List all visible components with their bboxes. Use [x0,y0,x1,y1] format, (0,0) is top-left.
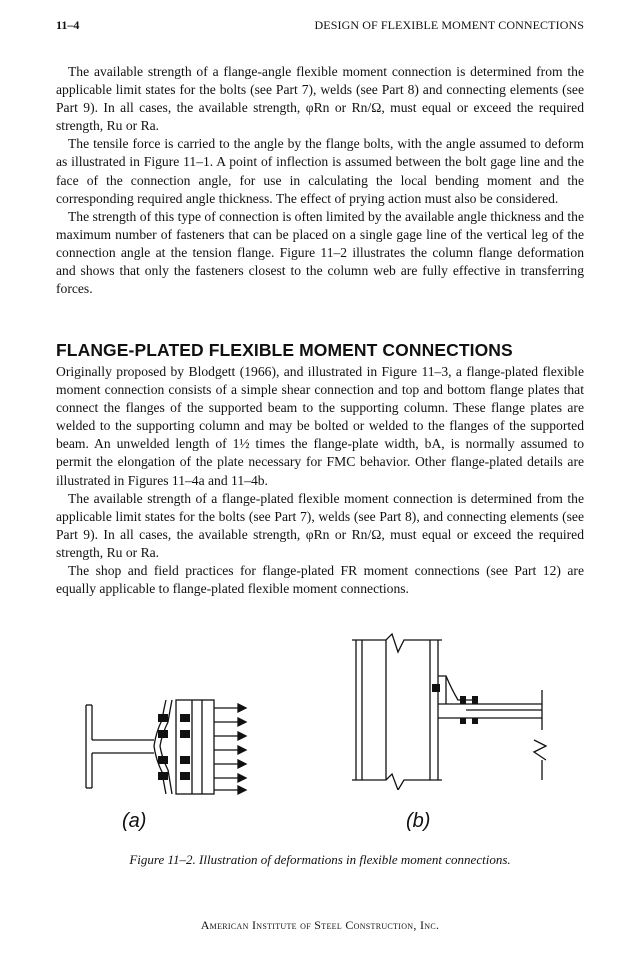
paragraph: The available strength of a flange-plated flexible moment connection is determined from the applicable limit states for the bolts (see Part 7), welds (see Part 8), and connecting elements (see Part 9). In all cases, the available strength, φRn or Rn/Ω, must equal or exceed the required strength, Ru or Ra. [56,490,584,560]
figure-a-drawing [80,670,250,830]
figure-label-b: (b) [406,810,431,832]
running-title: DESIGN OF FLEXIBLE MOMENT CONNECTIONS [314,18,584,32]
figure-11-2 [56,630,584,850]
section-flange-angle-text [56,63,584,298]
paragraph: The strength of this type of connection is often limited by the available angle thickness and the maximum number of fasteners that can be placed on a single gage line of the vertical leg of the connection angle at the tension flange. Figure 11–2 illustrates the column flange deformation and shows that only the fasteners closest to the column web are fully effective in transferring forces. [56,208,584,297]
page-footer: American Institute of Steel Construction, Inc. [200,918,440,932]
page-header [56,18,584,34]
paragraph: The shop and field practices for flange-plated FR moment connections (see Part 12) are equally applicable to flange-plated flexible moment connections. [56,563,584,597]
paragraph: The tensile force is carried to the angle by the flange bolts, with the angle assumed to deform as illustrated in Figure 11–1. A point of inflection is assumed between the bolt gage line and the face of the connection angle, for use in calculating the local bending moment and the corresponding required angle thickness. The effect of prying action must also be considered. [56,136,584,206]
section-heading: FLANGE-PLATED FLEXIBLE MOMENT CONNECTIONS [56,340,513,360]
paragraph: The available strength of a flange-angle flexible moment connection is determined from the applicable limit states for the bolts (see Part 7), welds (see Part 8) and connecting elements (see Part 9). In all cases, the available strength, φRn or Rn/Ω, must equal or exceed the required strength, Ru or Ra. [56,64,584,134]
paragraph: Originally proposed by Blodgett (1966), and illustrated in Figure 11–3, a flange-plated flexible moment connection consists of a simple shear connection and top and bottom flange plates that connect the flanges of the supported beam to the supporting column. These flange plates are welded to the supporting column and may be bolted or welded to the flanges of the supported beam. An unwelded length of 1½ times the flange-plate width, bA, is normally assumed to permit the elongation of the plate necessary for FMC behavior. Other flange-plated details are illustrated in Figures 11–4a and 11–4b. [56,364,584,488]
figure-label-a: (a) [122,810,147,832]
figure-caption: Figure 11–2. Illustration of deformations in flexible moment connections. [129,852,511,867]
page-number: 11–4 [56,18,80,32]
section-flange-plated-text [56,363,584,598]
figure-b-drawing [346,630,556,790]
